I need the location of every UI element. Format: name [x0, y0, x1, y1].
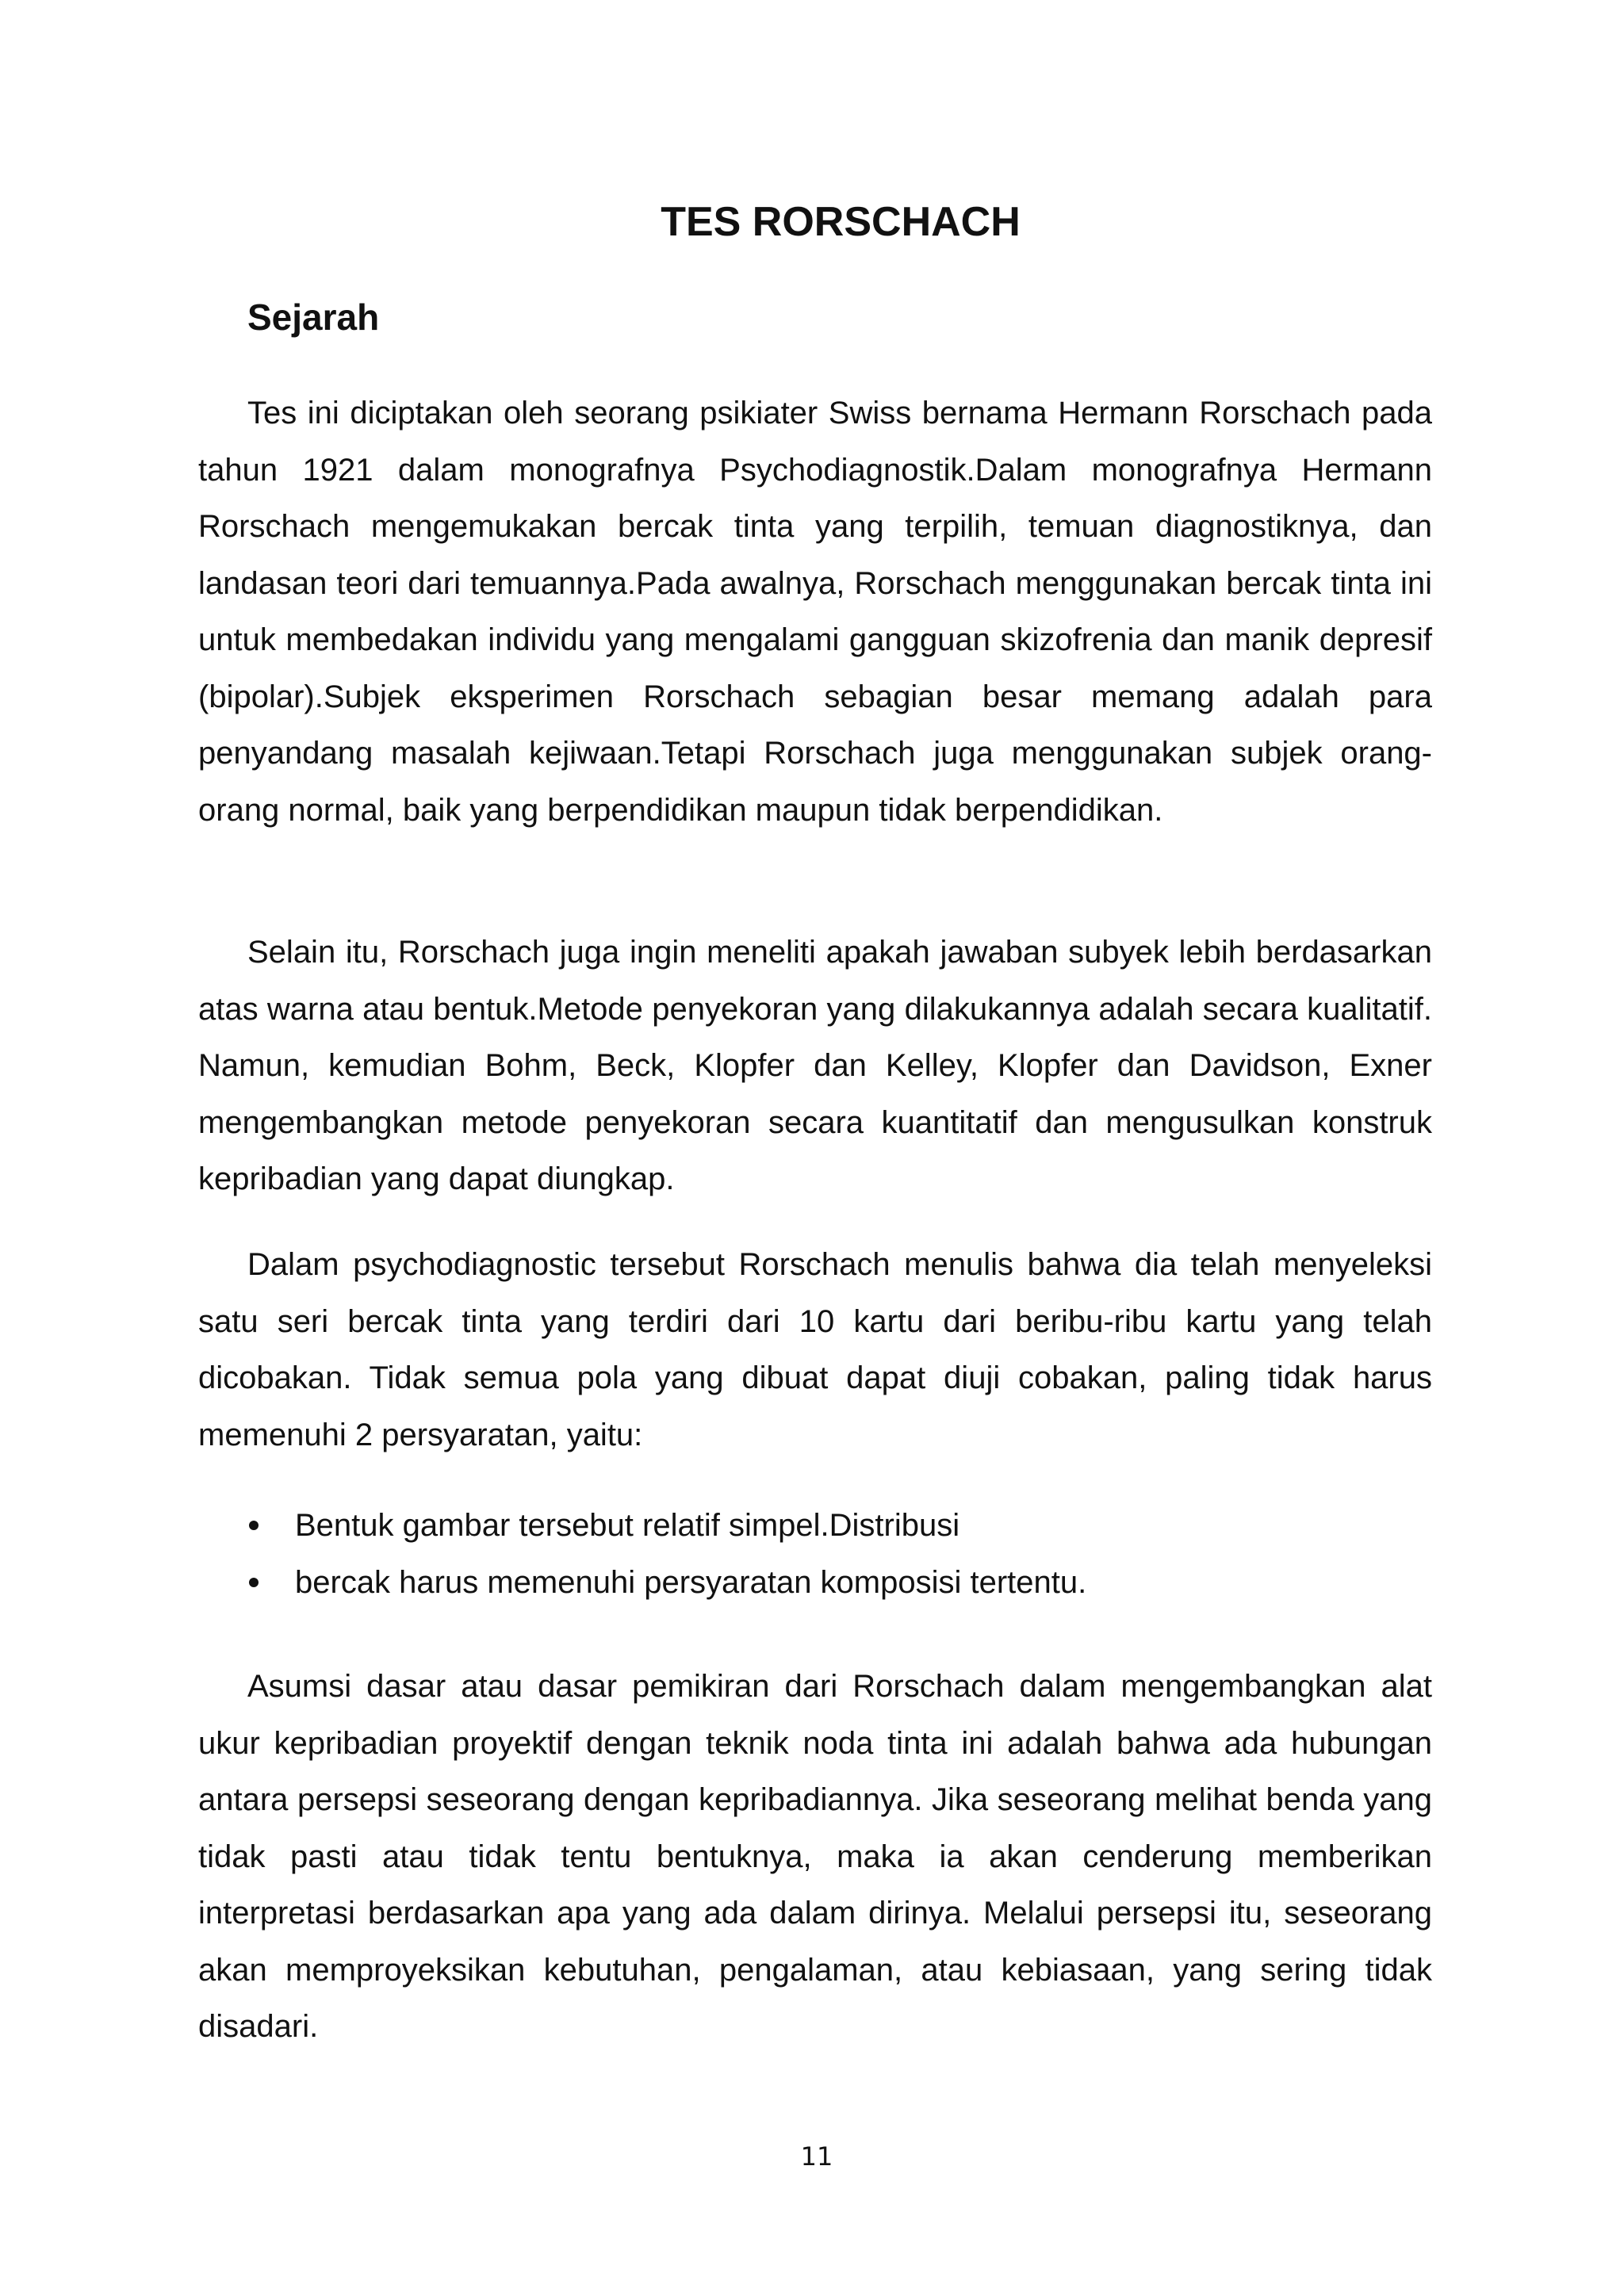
- list-item: [198, 1554, 1432, 1611]
- requirements-list: [198, 1497, 1432, 1611]
- paragraph-assumption: Asumsi dasar atau dasar pemikiran dari Rorschach dalam mengembangkan alat ukur kepribadian proyektif dengan teknik noda tinta ini adalah bahwa ada hubungan antara persepsi seseorang dengan kepribadiannya. Jika seseorang melihat benda yang tidak pasti atau tidak tentu bentuknya, maka ia akan cenderung memberikan interpretasi berdasarkan apa yang ada dalam dirinya. Melalui persepsi itu, seseorang akan memproyeksikan kebutuhan, pengalaman, atau kebiasaan, yang sering tidak disadari.: [198, 1669, 1432, 2044]
- page-title: TES RORSCHACH: [661, 199, 1021, 245]
- section-heading: Sejarah: [247, 297, 380, 338]
- page-number: 11: [800, 2141, 833, 2172]
- paragraph-scoring: Selain itu, Rorschach juga ingin meneliti apakah jawaban subyek lebih berdasarkan atas warna atau bentuk.Metode penyekoran yang dilakukannya adalah secara kualitatif. Namun, kemudian Bohm, Beck, Klopfer dan Kelley, Klopfer dan Davidson, Exner mengembangkan metode penyekoran secara kuantitatif dan mengusulkan konstruk kepribadian yang dapat diungkap.: [198, 935, 1432, 1196]
- list-item: [198, 1497, 1432, 1554]
- bullet-icon: [249, 1521, 259, 1530]
- list-item-text: Bentuk gambar tersebut relatif simpel.Distribusi: [295, 1508, 960, 1543]
- paragraph-history: Tes ini diciptakan oleh seorang psikiater Swiss bernama Hermann Rorschach pada tahun 1921 dalam monografnya Psychodiagnostik.Dalam monografnya Hermann Rorschach mengemukakan bercak tinta yang terpilih, temuan diagnostiknya, dan landasan teori dari temuannya.Pada awalnya, Rorschach menggunakan bercak tinta ini untuk membedakan individu yang mengalami gangguan skizofrenia dan manik depresif (bipolar).Subjek eksperimen Rorschach sebagian besar memang adalah para penyandang masalah kejiwaan.Tetapi Rorschach juga menggunakan subjek orang-orang normal, baik yang berpendidikan maupun tidak berpendidikan.: [198, 396, 1432, 828]
- paragraph-psychodiagnostic: Dalam psychodiagnostic tersebut Rorschach menulis bahwa dia telah menyeleksi satu seri bercak tinta yang terdiri dari 10 kartu dari beribu-ribu kartu yang telah dicobakan. Tidak semua pola yang dibuat dapat diuji cobakan, paling tidak harus memenuhi 2 persyaratan, yaitu:: [198, 1247, 1432, 1452]
- bullet-icon: [249, 1578, 259, 1587]
- list-item-text: bercak harus memenuhi persyaratan komposisi tertentu.: [295, 1565, 1087, 1600]
